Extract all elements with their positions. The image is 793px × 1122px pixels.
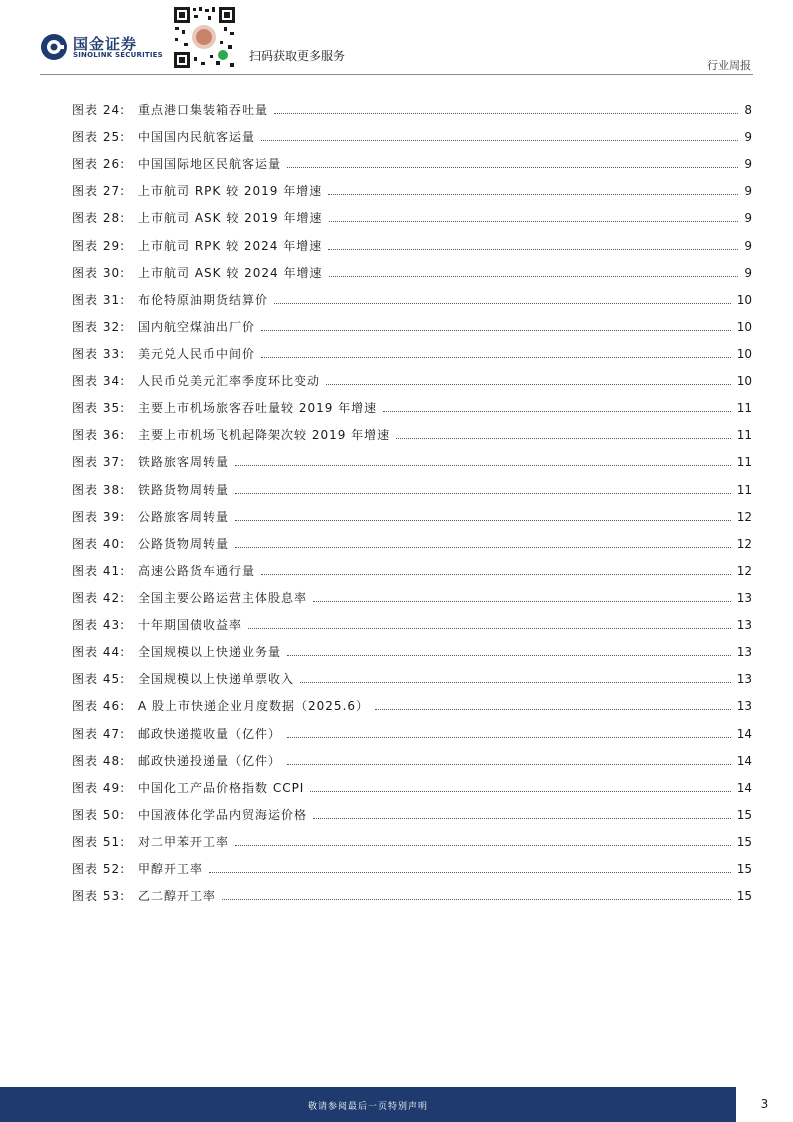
toc-entry-label: 图表 45: [72, 672, 126, 687]
toc-entry[interactable] [72, 749, 752, 776]
toc-entry-label: 图表 27: [72, 184, 126, 199]
toc-entry-label: 图表 33: [72, 346, 126, 361]
toc-entry-title[interactable]: 甲醇开工率 [138, 862, 204, 877]
toc-entry-title[interactable]: 邮政快递揽收量（亿件） [138, 726, 282, 741]
toc-entry-page[interactable]: 10 [736, 292, 752, 307]
toc-entry[interactable] [72, 396, 752, 423]
toc-entry-label: 图表 53: [72, 889, 126, 904]
toc-entry-page[interactable]: 12 [736, 563, 752, 578]
toc-entry-page[interactable]: 15 [736, 834, 752, 849]
toc-entry-title[interactable]: 乙二醇开工率 [138, 889, 217, 904]
toc-entry-label: 图表 35: [72, 401, 126, 416]
toc-dot-leader [328, 194, 738, 195]
toc-entry-title[interactable]: 国内航空煤油出厂价 [138, 319, 256, 334]
toc-entry[interactable] [72, 694, 752, 721]
toc-dot-leader [274, 113, 738, 114]
toc-entry-page[interactable]: 11 [736, 428, 752, 443]
figure-index-list [72, 98, 752, 911]
toc-entry[interactable] [72, 342, 752, 369]
toc-dot-leader [313, 601, 731, 602]
toc-entry[interactable] [72, 125, 752, 152]
toc-dot-leader [383, 411, 731, 412]
toc-entry-label: 图表 39: [72, 509, 126, 524]
page-header [0, 0, 793, 74]
toc-dot-leader [287, 655, 731, 656]
toc-entry-title[interactable]: 公路货物周转量 [138, 536, 230, 551]
page-number: 3 [760, 1097, 769, 1111]
toc-entry[interactable] [72, 532, 752, 559]
toc-entry-label: 图表 32: [72, 319, 126, 334]
toc-entry-title[interactable]: 全国规模以上快递单票收入 [138, 672, 295, 687]
toc-entry-page[interactable]: 11 [736, 482, 752, 497]
toc-dot-leader [222, 899, 731, 900]
toc-entry-page[interactable]: 12 [736, 509, 752, 524]
toc-entry-page[interactable]: 9 [744, 130, 752, 145]
toc-dot-leader [261, 357, 731, 358]
toc-entry[interactable] [72, 586, 752, 613]
toc-dot-leader [287, 167, 738, 168]
toc-entry-label: 图表 43: [72, 618, 126, 633]
toc-entry-label: 图表 48: [72, 753, 126, 768]
toc-entry-title[interactable]: 上市航司 ASK 较 2024 年增速 [138, 265, 323, 280]
toc-dot-leader [248, 628, 731, 629]
toc-dot-leader [300, 682, 731, 683]
toc-entry[interactable] [72, 776, 752, 803]
toc-entry-label: 图表 29: [72, 238, 126, 253]
toc-entry-title[interactable]: 十年期国债收益率 [138, 618, 243, 633]
toc-entry-page[interactable]: 15 [736, 889, 752, 904]
footer-disclaimer: 敬请参阅最后一页特别声明 [307, 1102, 428, 1112]
toc-entry-title[interactable]: A 股上市快递企业月度数据（2025.6） [138, 699, 370, 714]
toc-entry[interactable] [72, 722, 752, 749]
toc-entry-title[interactable]: 美元兑人民币中间价 [138, 346, 256, 361]
toc-entry-label: 图表 47: [72, 726, 126, 741]
toc-entry-label: 图表 31: [72, 292, 126, 307]
toc-entry-page[interactable]: 11 [736, 401, 752, 416]
toc-dot-leader [287, 764, 731, 765]
report-type-label: 行业周报 [707, 59, 751, 72]
toc-entry-label: 图表 51: [72, 834, 126, 849]
toc-entry-label: 图表 50: [72, 807, 126, 822]
toc-entry[interactable] [72, 369, 752, 396]
toc-entry-title[interactable]: 高速公路货车通行量 [138, 563, 256, 578]
toc-entry[interactable] [72, 478, 752, 505]
toc-dot-leader [329, 221, 739, 222]
toc-entry[interactable] [72, 559, 752, 586]
header-divider [40, 74, 753, 75]
toc-entry-label: 图表 34: [72, 374, 126, 389]
toc-entry[interactable] [72, 667, 752, 694]
toc-entry-label: 图表 28: [72, 211, 126, 226]
toc-dot-leader [328, 249, 738, 250]
toc-entry[interactable] [72, 261, 752, 288]
toc-entry-page[interactable]: 12 [736, 536, 752, 551]
toc-dot-leader [261, 330, 731, 331]
toc-entry-page[interactable]: 8 [744, 103, 752, 117]
toc-entry-title[interactable]: 铁路货物周转量 [138, 482, 230, 497]
toc-entry-label: 图表 37: [72, 455, 126, 470]
toc-entry[interactable] [72, 884, 752, 911]
toc-entry[interactable] [72, 288, 752, 315]
toc-entry-title[interactable]: 主要上市机场旅客吞吐量较 2019 年增速 [138, 401, 378, 416]
toc-entry-label: 图表 40: [72, 536, 126, 551]
toc-entry[interactable] [72, 315, 752, 342]
toc-entry-title[interactable]: 铁路旅客周转量 [138, 455, 230, 470]
toc-entry-page[interactable]: 9 [744, 211, 752, 226]
scan-for-services-text: 扫码获取更多服务 [249, 49, 346, 63]
toc-entry-page[interactable]: 9 [744, 184, 752, 199]
toc-entry-title[interactable]: 上市航司 RPK 较 2019 年增速 [138, 184, 323, 199]
toc-entry[interactable] [72, 206, 752, 233]
company-name-cn: 国金证券 [73, 35, 138, 53]
toc-entry-page[interactable]: 13 [736, 590, 752, 605]
toc-dot-leader [261, 140, 738, 141]
toc-entry-page[interactable]: 9 [744, 157, 752, 172]
toc-entry-title[interactable]: 上市航司 ASK 较 2019 年增速 [138, 211, 323, 226]
toc-dot-leader [235, 465, 731, 466]
toc-entry[interactable] [72, 450, 752, 477]
qr-code-icon[interactable] [172, 5, 237, 70]
toc-dot-leader [310, 791, 730, 792]
toc-dot-leader [287, 737, 731, 738]
toc-entry-title[interactable]: 邮政快递投递量（亿件） [138, 753, 282, 768]
toc-entry-title[interactable]: 人民币兑美元汇率季度环比变动 [138, 374, 321, 389]
toc-entry[interactable] [72, 640, 752, 667]
toc-dot-leader [235, 520, 731, 521]
toc-dot-leader [235, 493, 731, 494]
toc-dot-leader [235, 547, 731, 548]
toc-dot-leader [375, 709, 731, 710]
toc-dot-leader [274, 303, 731, 304]
toc-entry-title[interactable]: 重点港口集装箱吞吐量 [138, 103, 269, 117]
toc-entry-page[interactable]: 10 [736, 374, 752, 389]
toc-entry[interactable] [72, 423, 752, 450]
toc-entry-page[interactable]: 13 [736, 618, 752, 633]
toc-entry-label: 图表 49: [72, 780, 126, 795]
toc-entry-label: 图表 26: [72, 157, 126, 172]
toc-entry-label: 图表 42: [72, 590, 126, 605]
toc-entry[interactable] [72, 505, 752, 532]
toc-entry-page[interactable]: 14 [736, 780, 752, 795]
toc-entry-page[interactable]: 11 [736, 455, 752, 470]
toc-entry-label: 图表 36: [72, 428, 126, 443]
toc-entry-label: 图表 46: [72, 699, 126, 714]
toc-entry[interactable] [72, 152, 752, 179]
toc-entry-page[interactable]: 10 [736, 319, 752, 334]
toc-dot-leader [261, 574, 731, 575]
toc-entry-label: 图表 44: [72, 645, 126, 660]
toc-entry[interactable] [72, 857, 752, 884]
toc-entry-page[interactable]: 13 [736, 645, 752, 660]
toc-entry[interactable] [72, 179, 752, 206]
toc-dot-leader [313, 818, 731, 819]
toc-entry-title[interactable]: 中国国际地区民航客运量 [138, 157, 282, 172]
toc-dot-leader [209, 872, 731, 873]
toc-entry-label: 图表 24: [72, 103, 126, 117]
toc-entry-title[interactable]: 中国化工产品价格指数 CCPI [138, 780, 305, 795]
toc-entry-page[interactable]: 9 [744, 265, 752, 280]
toc-entry-label: 图表 30: [72, 265, 126, 280]
toc-entry-label: 图表 52: [72, 862, 126, 877]
toc-dot-leader [235, 845, 731, 846]
toc-entry-page[interactable]: 9 [744, 238, 752, 253]
toc-entry-page[interactable]: 15 [736, 807, 752, 822]
toc-entry[interactable] [72, 830, 752, 857]
toc-entry-page[interactable]: 15 [736, 862, 752, 877]
toc-entry[interactable] [72, 98, 752, 125]
toc-entry-title[interactable]: 公路旅客周转量 [138, 509, 230, 524]
toc-entry-page[interactable]: 13 [736, 672, 752, 687]
toc-entry-title[interactable]: 主要上市机场飞机起降架次较 2019 年增速 [138, 428, 391, 443]
toc-entry-title[interactable]: 上市航司 RPK 较 2024 年增速 [138, 238, 323, 253]
toc-entry-title[interactable]: 全国主要公路运营主体股息率 [138, 590, 308, 605]
toc-entry-page[interactable]: 10 [736, 346, 752, 361]
toc-entry-title[interactable]: 中国国内民航客运量 [138, 130, 256, 145]
toc-entry-page[interactable]: 13 [736, 699, 752, 714]
toc-entry[interactable] [72, 613, 752, 640]
toc-entry-title[interactable]: 对二甲苯开工率 [138, 834, 230, 849]
toc-entry[interactable] [72, 234, 752, 261]
toc-dot-leader [329, 276, 739, 277]
toc-entry-page[interactable]: 14 [736, 753, 752, 768]
toc-entry-title[interactable]: 布伦特原油期货结算价 [138, 292, 269, 307]
toc-entry-label: 图表 41: [72, 563, 126, 578]
toc-entry[interactable] [72, 803, 752, 830]
toc-entry-title[interactable]: 全国规模以上快递业务量 [138, 645, 282, 660]
toc-entry-title[interactable]: 中国液体化学品内贸海运价格 [138, 807, 308, 822]
toc-dot-leader [396, 438, 731, 439]
toc-entry-label: 图表 25: [72, 130, 126, 145]
toc-entry-label: 图表 38: [72, 482, 126, 497]
company-name-en: SINOLINK SECURITIES [73, 51, 163, 59]
toc-entry-page[interactable]: 14 [736, 726, 752, 741]
toc-dot-leader [326, 384, 731, 385]
company-logo-icon [40, 33, 68, 61]
